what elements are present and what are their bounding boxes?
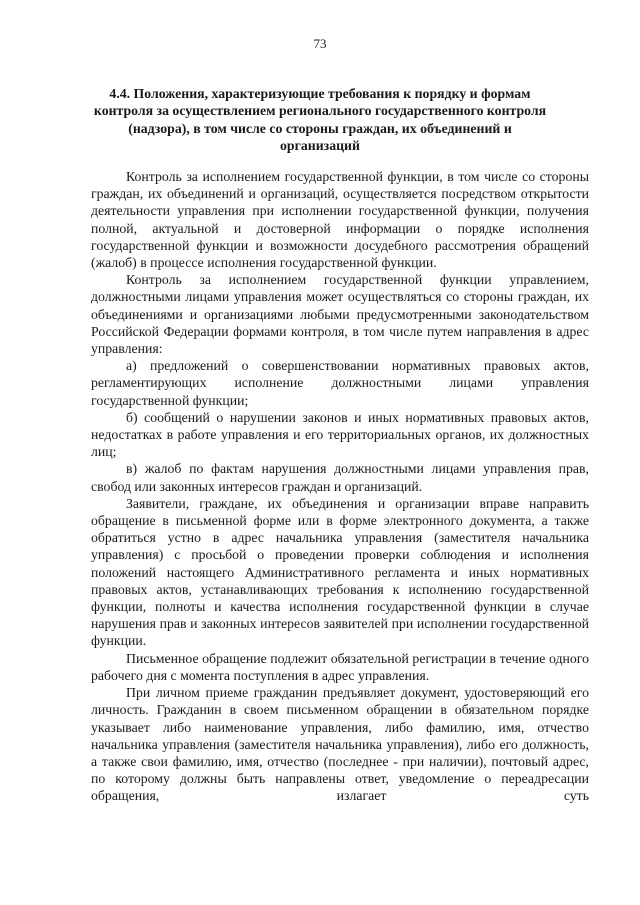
page-number: 73: [313, 36, 327, 51]
paragraph: При личном приеме гражданин предъявляет документ, удостоверяющий его личность. Гражданин в своем письменном обращении в обязательном порядке указывает либо наименование управления, либо фамилию, имя, отчество начальника управления (заместителя начальника управления), либо его должность, а также свои фамилию, имя, отчество (последнее - при наличии), почтовый адрес, по которому должны быть направлены ответ, уведомление о переадресации обращения, излагает суть: [91, 685, 589, 804]
paragraph: Заявители, граждане, их объединения и организации вправе направить обращение в письменной форме или в форме электронного документа, а также обратиться устно в адрес начальника управления (заместителя начальника управления) с просьбой о проведении проверки соблюдения и исполнения положений настоящего Административного регламента и иных нормативных правовых актов, устанавливающих требования к исполнению государственной функции, полноты и качества исполнения государственной функции в случае нарушения прав и законных интересов заявителей при исполнении государственной функции.: [91, 495, 589, 649]
section-heading: 4.4. Положения, характеризующие требования к порядку и формам контроля за осуществлением регионального государственного контроля (надзора), в том числе со стороны граждан, их объединений и организаций: [93, 86, 547, 154]
paragraph: в) жалоб по фактам нарушения должностными лицами управления прав, свобод или законных интересов граждан и организаций.: [91, 461, 589, 494]
paragraph: б) сообщений о нарушении законов и иных нормативных правовых актов, недостатках в работе управления и его территориальных органов, их должностных лиц;: [91, 409, 589, 460]
paragraph: Контроль за исполнением государственной функции управлением, должностными лицами управления может осуществляться со стороны граждан, их объединениями и организациями любыми предусмотренными законодательством Российской Федерации формами контроля, в том числе путем направления в адрес управления:: [91, 272, 589, 357]
paragraph: Контроль за исполнением государственной функции, в том числе со стороны граждан, их объединений и организаций, осуществляется посредством открытости деятельности управления при исполнении государственной функции, получения полной, актуальной и достоверной информации о порядке исполнения государственной функции и возможности досудебного рассмотрения обращений (жалоб) в процессе исполнения государственной функции.: [91, 169, 589, 271]
body-text: [91, 168, 589, 805]
paragraph: а) предложений о совершенствовании нормативных правовых актов, регламентирующих исполнение должностными лицами управления государственной функции;: [91, 358, 589, 408]
paragraph: Письменное обращение подлежит обязательной регистрации в течение одного рабочего дня с момента поступления в адрес управления.: [91, 650, 589, 683]
